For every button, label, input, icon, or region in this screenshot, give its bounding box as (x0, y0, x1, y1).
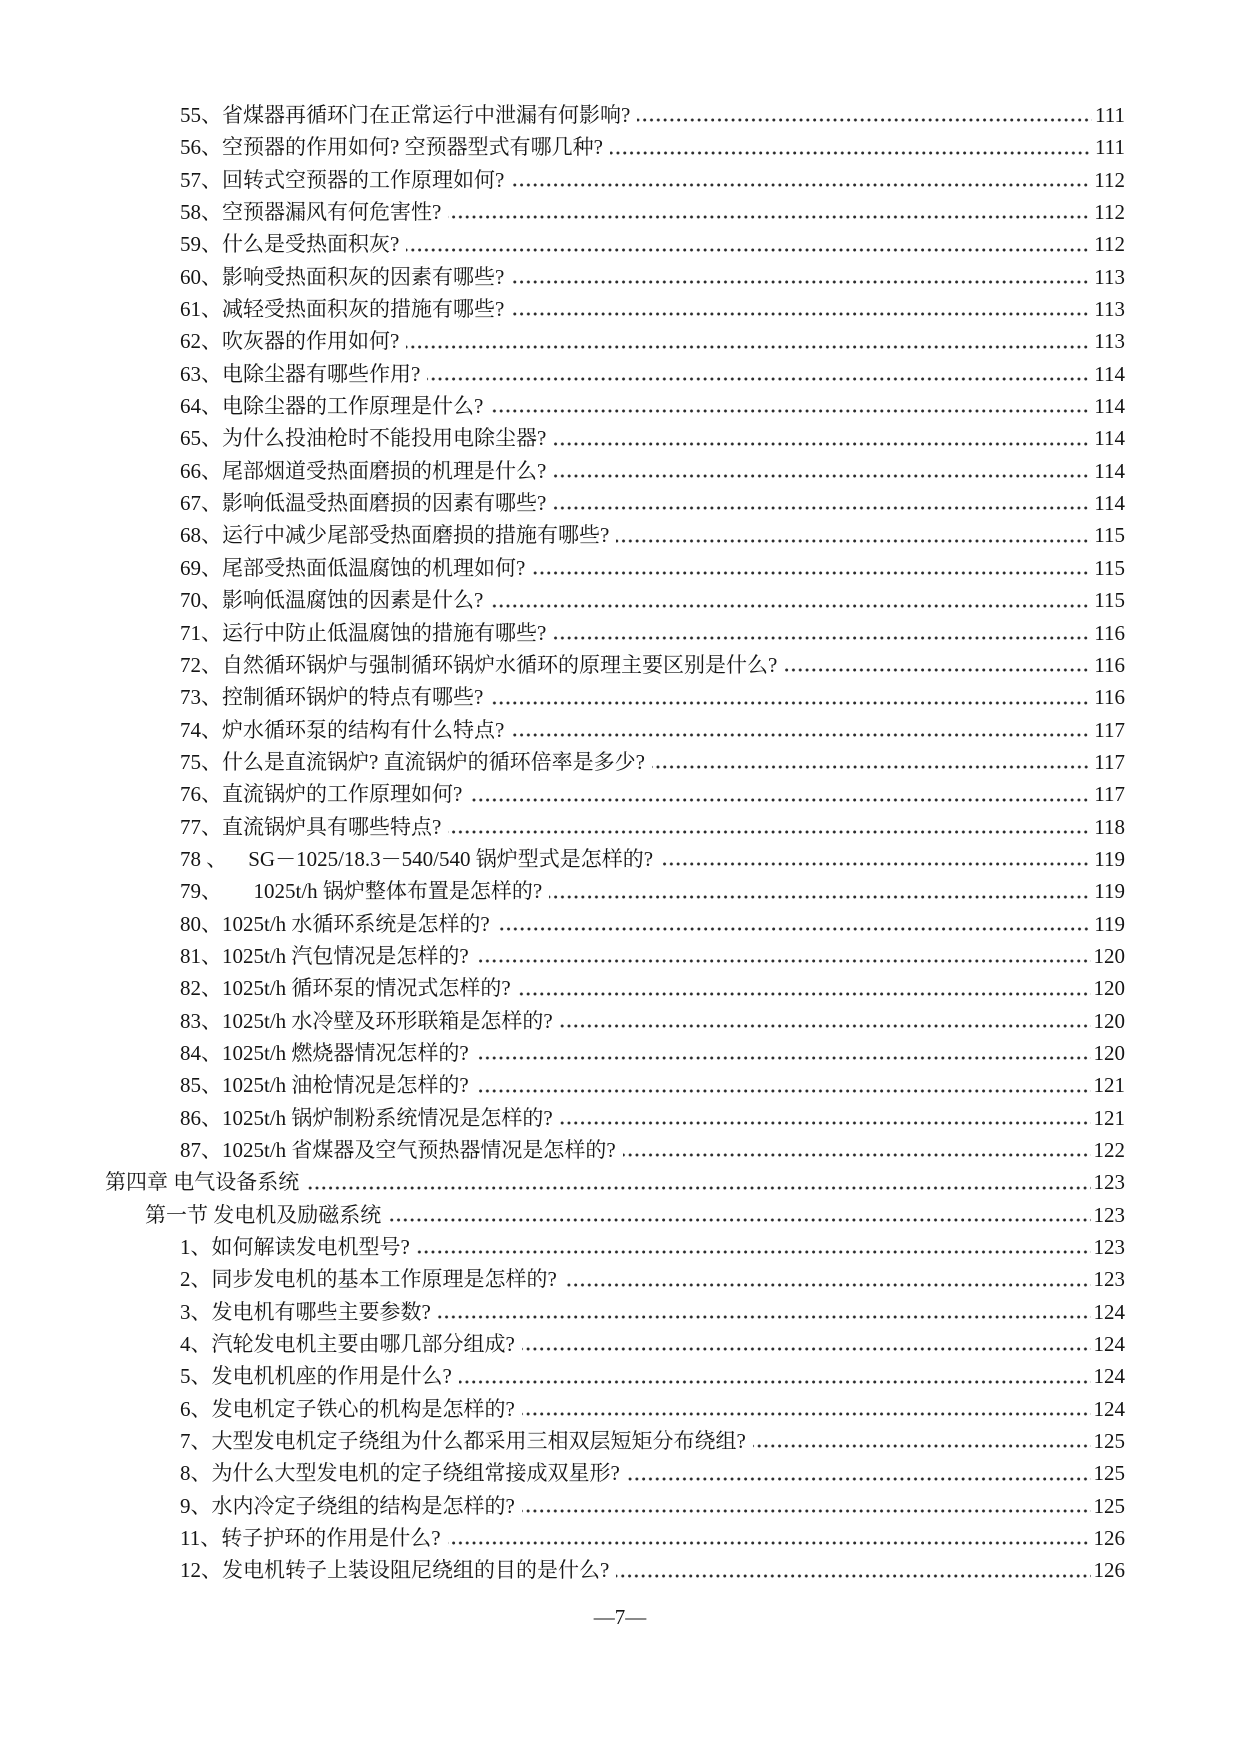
toc-entry-page: 123 (1093, 1235, 1125, 1260)
toc-entry-label: 7、大型发电机定子绕组为什么都采用三相双层短矩分布绕组? (180, 1429, 746, 1454)
toc-entry (105, 228, 1125, 260)
dot-leader (417, 1250, 1091, 1254)
toc-entry (105, 972, 1125, 1004)
dot-leader (490, 701, 1091, 705)
toc-entry-label: 82、1025t/h 循环泵的情况式怎样的? (180, 976, 511, 1001)
toc-entry (105, 1134, 1125, 1166)
toc-entry-label: 76、直流锅炉的工作原理如何? (180, 782, 463, 807)
toc-entry-page: 125 (1093, 1429, 1125, 1454)
toc-entry (105, 940, 1125, 972)
toc-entry (105, 778, 1125, 810)
dot-leader (627, 1477, 1091, 1481)
toc-entry (105, 131, 1125, 163)
dot-leader (522, 1412, 1091, 1416)
dot-leader (476, 959, 1091, 963)
toc-entry (105, 1425, 1125, 1457)
dot-leader (490, 409, 1091, 413)
toc-entry (105, 1360, 1125, 1392)
toc-entry-label: 56、空预器的作用如何? 空预器型式有哪几种? (180, 135, 603, 160)
toc-entry-label: 84、1025t/h 燃烧器情况怎样的? (180, 1040, 469, 1065)
toc-entry-label: 67、影响低温受热面磨损的因素有哪些? (180, 491, 547, 516)
toc-entry-page: 119 (1094, 879, 1125, 904)
toc-entry-page: 125 (1093, 1461, 1125, 1486)
toc-entry-label: 87、1025t/h 省煤器及空气预热器情况是怎样的? (180, 1138, 616, 1162)
toc-entry-label: 66、尾部烟道受热面磨损的机理是什么? (180, 458, 547, 483)
dot-leader (522, 1509, 1091, 1513)
toc-entry-page: 114 (1094, 394, 1125, 419)
toc-entry (105, 1457, 1125, 1489)
toc-entry-label: 73、控制循环锅炉的特点有哪些? (180, 685, 484, 710)
toc-entry-page: 126 (1093, 1558, 1125, 1583)
dot-leader (406, 248, 1091, 252)
toc-entry-page: 123 (1093, 1170, 1125, 1195)
toc-entry-page: 112 (1094, 232, 1125, 257)
toc-entry-page: 115 (1094, 555, 1125, 580)
toc-entry (105, 1005, 1125, 1037)
toc-entry (105, 358, 1125, 390)
toc-entry-page: 114 (1094, 426, 1125, 451)
page-footer (0, 1602, 1240, 1632)
toc-entry-label: 74、炉水循环泵的结构有什么特点? (180, 717, 505, 742)
dot-leader (610, 151, 1092, 155)
toc-entry (105, 1069, 1125, 1101)
toc-entry (105, 1037, 1125, 1069)
toc-entry-label: 86、1025t/h 锅炉制粉系统情况是怎样的? (180, 1105, 553, 1130)
toc-entry-page: 125 (1093, 1493, 1125, 1518)
toc-entry-label: 75、什么是直流锅炉? 直流锅炉的循环倍率是多少? (180, 749, 645, 774)
toc-entry-page: 120 (1093, 1040, 1125, 1065)
dot-leader (306, 1186, 1090, 1190)
toc-entry (105, 649, 1125, 681)
toc-entry-label: 9、水内冷定子绕组的结构是怎样的? (180, 1493, 515, 1518)
toc-entry-label: 57、回转式空预器的工作原理如何? (180, 167, 505, 192)
toc-entry (105, 811, 1125, 843)
toc-entry-label: 第一节 发电机及励磁系统 (145, 1202, 382, 1227)
toc-entry-label: 第四章 电气设备系统 (105, 1170, 300, 1195)
toc-entry-page: 116 (1094, 685, 1125, 710)
dot-leader (448, 215, 1091, 219)
toc-entry (105, 1490, 1125, 1522)
dot-leader (438, 1315, 1091, 1319)
toc-entry-label: 62、吹灰器的作用如何? (180, 329, 400, 354)
toc-entry-label: 6、发电机定子铁心的机构是怎样的? (180, 1396, 515, 1421)
toc-entry-page: 117 (1094, 782, 1125, 807)
dot-leader (564, 1283, 1091, 1287)
toc-entry-page: 120 (1093, 943, 1125, 968)
toc-entry (105, 714, 1125, 746)
dot-leader (660, 862, 1091, 866)
toc-entry-label: 4、汽轮发电机主要由哪几部分组成? (180, 1332, 515, 1357)
dot-leader (448, 1541, 1091, 1545)
dot-leader (553, 442, 1091, 446)
dot-leader (616, 539, 1091, 543)
toc-entry (105, 196, 1125, 228)
dot-leader (511, 280, 1091, 284)
toc-entry-page: 120 (1093, 976, 1125, 1001)
toc-entry-label: 70、影响低温腐蚀的因素是什么? (180, 588, 484, 613)
toc-entry-label: 11、转子护环的作用是什么? (180, 1526, 441, 1551)
toc-entry-label: 60、影响受热面积灰的因素有哪些? (180, 264, 505, 289)
toc-entry-page: 126 (1093, 1526, 1125, 1551)
toc-entry (105, 487, 1125, 519)
dot-leader (497, 927, 1092, 931)
toc-entry-label: 69、尾部受热面低温腐蚀的机理如何? (180, 555, 526, 580)
toc-entry-page: 116 (1094, 652, 1125, 677)
dot-leader (511, 183, 1091, 187)
dot-leader (518, 992, 1091, 996)
toc-entry-label: 12、发电机转子上装设阻尼绕组的目的是什么? (180, 1558, 610, 1583)
toc-entry-label: 68、运行中减少尾部受热面磨损的措施有哪些? (180, 523, 610, 548)
dot-leader (549, 895, 1091, 899)
toc-entry-page: 114 (1094, 491, 1125, 516)
toc-entry (105, 746, 1125, 778)
toc-entry-page: 118 (1094, 814, 1125, 839)
toc-entry (105, 422, 1125, 454)
dot-leader (623, 1153, 1091, 1157)
toc-entry (105, 875, 1125, 907)
dot-leader (553, 474, 1091, 478)
toc-entry-label: 5、发电机机座的作用是什么? (180, 1364, 452, 1389)
toc-entry (105, 164, 1125, 196)
dot-leader (448, 830, 1091, 834)
dot-leader (652, 765, 1091, 769)
toc-entry-label: 79、 1025t/h 锅炉整体布置是怎样的? (180, 879, 543, 904)
toc-entry (105, 455, 1125, 487)
dot-leader (459, 1380, 1091, 1384)
toc-entry-page: 119 (1094, 911, 1125, 936)
toc-entry-label: 8、为什么大型发电机的定子绕组常接成双星形? (180, 1461, 620, 1486)
toc-entry (105, 681, 1125, 713)
toc-entry-page: 124 (1093, 1299, 1125, 1324)
dot-leader (388, 1218, 1090, 1222)
toc-entry (105, 99, 1125, 131)
toc-entry (105, 325, 1125, 357)
toc-entry-label: 78 、 SG－1025/18.3－540/540 锅炉型式是怎样的? (180, 846, 654, 871)
dot-leader (427, 377, 1091, 381)
toc-entry-label: 71、运行中防止低温腐蚀的措施有哪些? (180, 620, 547, 645)
toc-entry-page: 124 (1093, 1332, 1125, 1357)
toc-entry (105, 617, 1125, 649)
toc-entry-page: 124 (1093, 1364, 1125, 1389)
dot-leader (406, 345, 1091, 349)
toc-entry-page: 116 (1094, 620, 1125, 645)
toc-entry-page: 117 (1094, 717, 1125, 742)
toc-entry-label: 61、减轻受热面积灰的措施有哪些? (180, 297, 505, 322)
toc-entry-label: 85、1025t/h 油枪情况是怎样的? (180, 1073, 469, 1098)
toc-entry-page: 122 (1093, 1138, 1125, 1162)
dot-leader (753, 1444, 1091, 1448)
toc-entry (105, 908, 1125, 940)
dot-leader (511, 733, 1091, 737)
dot-leader (511, 312, 1091, 316)
dot-leader (784, 668, 1091, 672)
toc-entry-page: 113 (1094, 264, 1125, 289)
toc-entry (105, 293, 1125, 325)
toc-entry-page: 120 (1093, 1008, 1125, 1033)
toc-entry (105, 390, 1125, 422)
dot-leader (476, 1056, 1091, 1060)
toc-entry-page: 121 (1093, 1073, 1125, 1098)
dot-leader (553, 506, 1091, 510)
toc-entry-page: 123 (1093, 1267, 1125, 1292)
dot-leader (616, 1574, 1090, 1578)
toc-entry-label: 72、自然循环锅炉与强制循环锅炉水循环的原理主要区别是什么? (180, 652, 778, 677)
toc-entry (105, 1263, 1125, 1295)
toc-entry-page: 113 (1094, 329, 1125, 354)
toc-entry-label: 59、什么是受热面积灰? (180, 232, 400, 257)
toc-entry-page: 111 (1095, 135, 1125, 160)
dot-leader (490, 604, 1091, 608)
footer-page-number: —7— (593, 1604, 647, 1629)
toc-entry-label: 2、同步发电机的基本工作原理是怎样的? (180, 1267, 557, 1292)
toc-entry (105, 1393, 1125, 1425)
toc-entry-label: 80、1025t/h 水循环系统是怎样的? (180, 911, 490, 936)
toc-entry (105, 261, 1125, 293)
toc-entry (105, 1554, 1125, 1586)
toc-entry-page: 117 (1094, 749, 1125, 774)
toc-entry-page: 124 (1093, 1396, 1125, 1421)
toc-entry (105, 1102, 1125, 1134)
toc-entry-page: 123 (1093, 1202, 1125, 1227)
dot-leader (553, 636, 1091, 640)
toc-entry-page: 112 (1094, 167, 1125, 192)
toc-entry-label: 55、省煤器再循环门在正常运行中泄漏有何影响? (180, 103, 631, 127)
toc-entry-page: 111 (1095, 103, 1125, 127)
toc-entry-label: 64、电除尘器的工作原理是什么? (180, 394, 484, 419)
toc-entry (105, 1522, 1125, 1554)
dot-leader (560, 1121, 1091, 1125)
toc-entry-page: 113 (1094, 297, 1125, 322)
toc-entry (105, 519, 1125, 551)
toc-entry-label: 58、空预器漏风有何危害性? (180, 200, 442, 225)
toc-entry (105, 843, 1125, 875)
toc-entry (105, 1231, 1125, 1263)
dot-leader (532, 571, 1091, 575)
dot-leader (637, 118, 1092, 122)
toc-entry-label: 1、如何解读发电机型号? (180, 1235, 410, 1260)
toc-entry (105, 1199, 1125, 1231)
toc-entry-label: 63、电除尘器有哪些作用? (180, 361, 421, 386)
toc-entry (105, 1166, 1125, 1198)
toc-entry-page: 114 (1094, 361, 1125, 386)
dot-leader (476, 1089, 1091, 1093)
toc-entry-label: 65、为什么投油枪时不能投用电除尘器? (180, 426, 547, 451)
toc-entry-page: 119 (1094, 846, 1125, 871)
toc-entry-page: 121 (1093, 1105, 1125, 1130)
toc-entry (105, 1328, 1125, 1360)
toc-entry-page: 115 (1094, 588, 1125, 613)
toc-entry-page: 112 (1094, 200, 1125, 225)
dot-leader (522, 1347, 1091, 1351)
toc-entry (105, 1296, 1125, 1328)
dot-leader (560, 1024, 1091, 1028)
toc-entry-label: 81、1025t/h 汽包情况是怎样的? (180, 943, 469, 968)
toc-entry (105, 552, 1125, 584)
toc-entry (105, 584, 1125, 616)
dot-leader (469, 798, 1091, 802)
toc-entry-page: 115 (1094, 523, 1125, 548)
toc-entry-label: 83、1025t/h 水冷壁及环形联箱是怎样的? (180, 1008, 553, 1033)
toc-entry-label: 77、直流锅炉具有哪些特点? (180, 814, 442, 839)
toc-entry-label: 3、发电机有哪些主要参数? (180, 1299, 431, 1324)
toc-entry-page: 114 (1094, 458, 1125, 483)
